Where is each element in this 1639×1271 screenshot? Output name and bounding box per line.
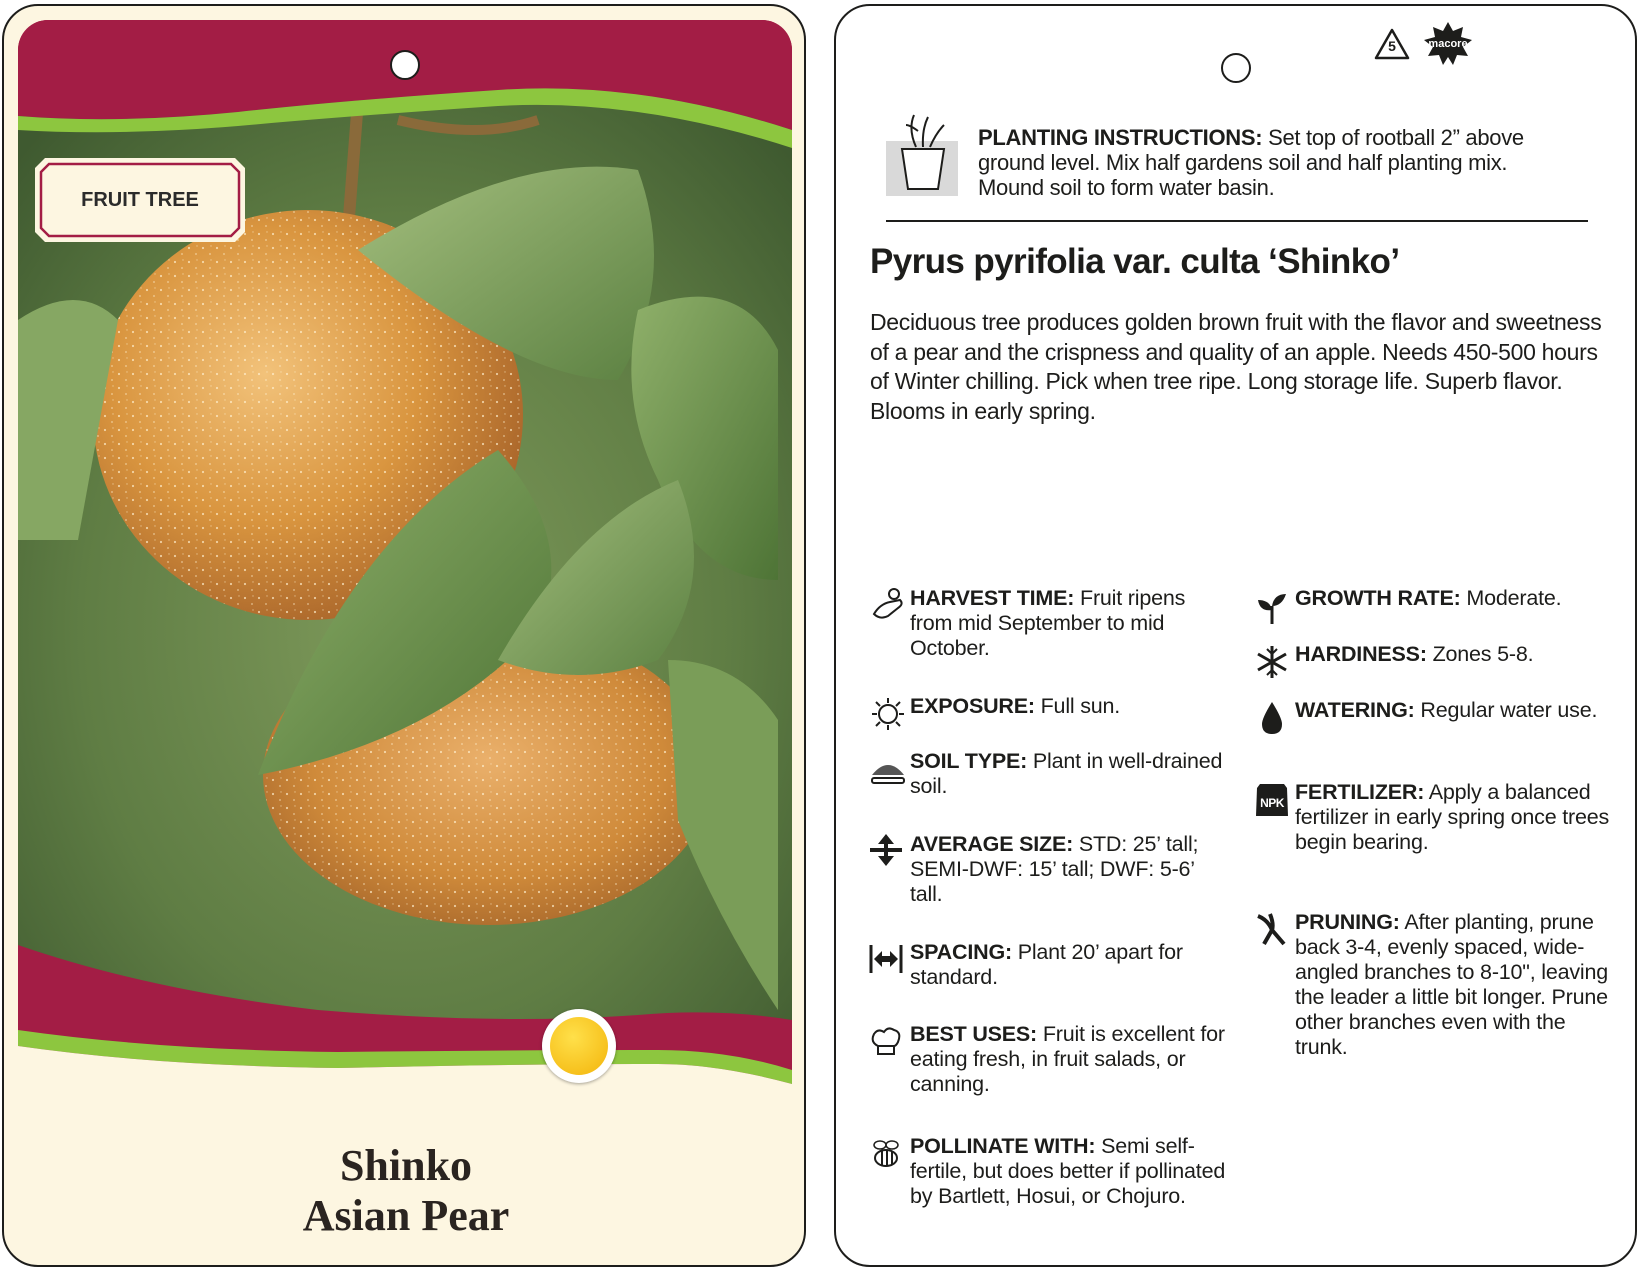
size-arrows-icon — [868, 832, 904, 868]
category-badge — [35, 158, 245, 242]
badge-label: FRUIT TREE — [81, 189, 199, 211]
front-plant-tag — [2, 4, 806, 1267]
average-size-item: AVERAGE SIZE: STD: 25’ tall; SEMI-DWF: 15’ tall; DWF: 5-6’ tall. — [910, 832, 1199, 906]
watering-item: WATERING: Regular water use. — [1295, 698, 1598, 722]
exposure-item: EXPOSURE: Full sun. — [910, 694, 1121, 718]
best-uses-item: BEST USES: Fruit is excellent for eating fresh, in fruit salads, or canning. — [910, 1022, 1225, 1096]
plant-description: Deciduous tree produces golden brown fruit with the flavor and sweetness of a pear and the crispness and quality of an apple. Needs 450-500 hours of Winter chilling. Pick when tree ripe. Long storage life. Superb flavor. Blooms in early spring. — [870, 309, 1602, 424]
snowflake-icon — [1254, 644, 1290, 680]
water-drop-icon — [1254, 700, 1290, 736]
sun-icon — [870, 696, 906, 732]
pollinate-with-item: POLLINATE WITH: Semi self-fertile, but does better if pollinated by Bartlett, Hosui, or Chojuro. — [910, 1134, 1226, 1208]
npk-label: NPK — [1260, 796, 1284, 810]
harvest-hand-icon — [870, 586, 906, 622]
pruners-icon — [1254, 912, 1290, 948]
planting-label: PLANTING INSTRUCTIONS: — [978, 125, 1263, 150]
soil-type-item: SOIL TYPE: Plant in well-drained soil. — [910, 749, 1223, 798]
spacing-arrows-icon — [868, 941, 904, 977]
photo-panel — [18, 20, 792, 1114]
soil-icon — [870, 751, 906, 787]
divider — [886, 220, 1588, 222]
spacing-item: SPACING: Plant 20’ apart for standard. — [910, 940, 1183, 989]
common-name-line-2: Asian Pear — [302, 1191, 510, 1240]
npk-bag-icon — [1254, 782, 1290, 818]
full-sun-icon — [542, 1009, 616, 1083]
common-name-line-1: Shinko — [339, 1141, 473, 1190]
planting-text: Set top of rootball 2” above ground level. Mix half gardens soil and half planting mix. Mound soil to form water basin. — [978, 125, 1524, 200]
harvest-time-item: HARVEST TIME: Fruit ripens from mid September to mid October. — [910, 586, 1186, 660]
recycle-number: 5 — [1388, 38, 1396, 54]
hardiness-item: HARDINESS: Zones 5-8. — [1295, 642, 1534, 666]
macore-label: macore — [1428, 38, 1468, 50]
scientific-name: Pyrus pyrifolia var. culta ‘Shinko’ — [870, 242, 1400, 281]
pruning-item: PRUNING: After planting, prune back 3-4, evenly spaced, wide-angled branches to 8-10", leaving the leader a little bit longer. Prune other branches even with the trunk. — [1295, 910, 1609, 1059]
planting-instructions — [978, 125, 1578, 200]
recycle-icon — [1372, 26, 1412, 66]
potted-plant-icon — [886, 111, 958, 196]
fertilizer-item: FERTILIZER: Apply a balanced fertilizer in early spring once trees begin bearing. — [1295, 780, 1610, 854]
back-plant-tag — [834, 4, 1637, 1267]
sprout-icon — [1254, 590, 1290, 626]
hang-hole — [1221, 53, 1251, 83]
hang-hole — [390, 50, 420, 80]
bee-icon — [868, 1136, 904, 1172]
macore-logo — [1420, 22, 1476, 66]
chef-hat-icon — [868, 1024, 904, 1060]
growth-rate-item: GROWTH RATE: Moderate. — [1295, 586, 1562, 610]
